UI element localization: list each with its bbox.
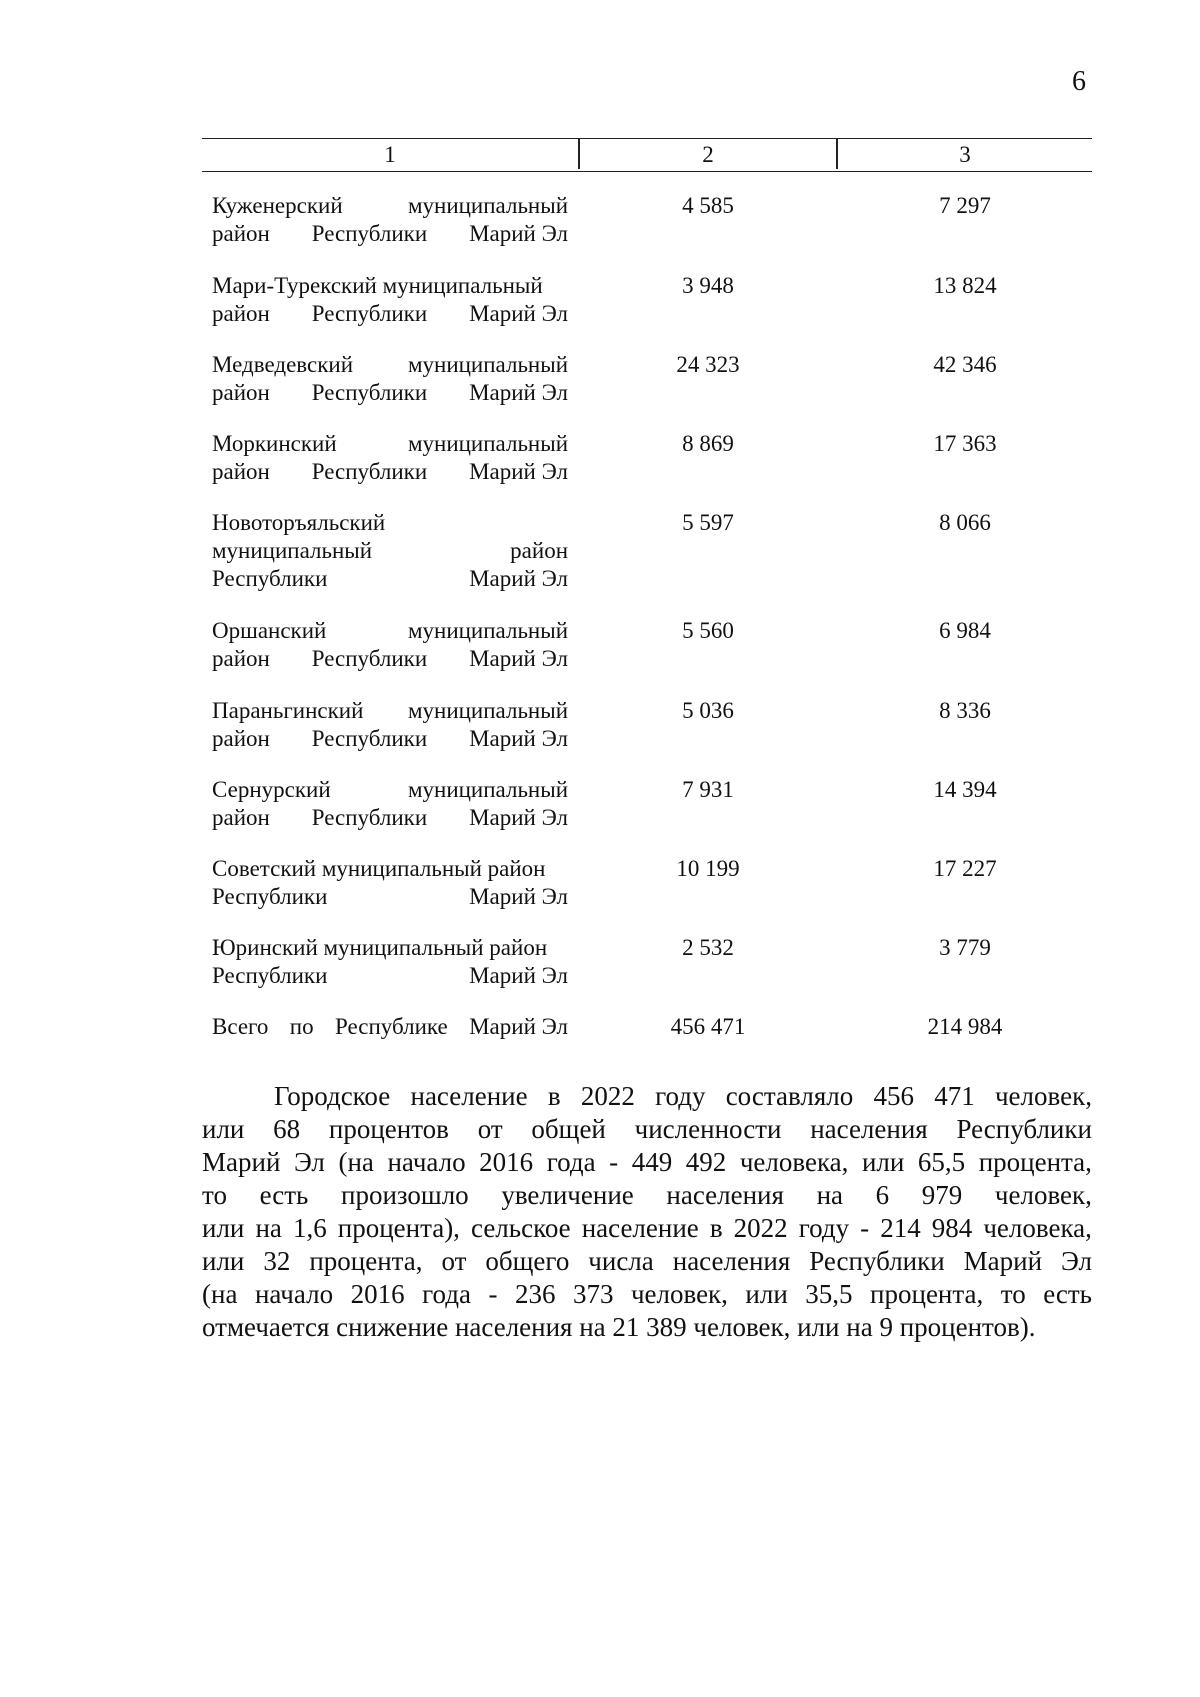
district-name-line — [212, 725, 568, 753]
header-cell-2: 2 — [702, 142, 714, 167]
value-col-2: 4 585 — [682, 193, 734, 218]
district-name-word: Республики — [212, 566, 328, 591]
district-name-word: Республики — [311, 726, 428, 751]
district-name-word: Юринский муниципальный район — [212, 935, 548, 960]
paragraph-line: Городское население в 2022 году составляло 456 471 человек, — [274, 1081, 1092, 1111]
district-name-word: муниципальный — [407, 352, 568, 377]
district-name-word: Республики — [311, 459, 428, 484]
district-name-word: район — [212, 301, 270, 326]
paragraph-line: отмечается снижение населения на 21 389 человек, или на 9 процентов). — [202, 1312, 1036, 1342]
district-name-word: Параньгинский — [212, 698, 364, 723]
district-name-word: Марий Эл — [469, 805, 568, 830]
district-name-word: муниципальный — [407, 698, 568, 723]
district-name-line — [212, 804, 568, 832]
district-name-line — [212, 962, 568, 990]
district-name-line — [212, 934, 568, 962]
district-name — [212, 617, 568, 673]
population-table — [202, 138, 1092, 1039]
value-col-3: 6 984 — [939, 618, 991, 643]
district-name — [212, 430, 568, 486]
header-cell-1: 1 — [384, 142, 396, 167]
district-name-line — [212, 220, 568, 248]
district-name-word: Республике — [335, 1014, 448, 1039]
district-name-word: Оршанский — [212, 618, 327, 643]
district-name-line — [212, 272, 568, 300]
district-name-word: район — [212, 726, 270, 751]
header-cell-3: 3 — [959, 142, 971, 167]
value-col-2: 5 036 — [682, 698, 734, 723]
district-name-word: Республики — [311, 805, 428, 830]
value-col-3: 42 346 — [933, 352, 997, 377]
district-name-word: муниципальный — [407, 431, 568, 456]
district-name-word: Республики — [311, 221, 428, 246]
value-col-2: 10 199 — [676, 856, 740, 881]
district-name-word: Мари-Турекский муниципальный — [212, 273, 543, 298]
district-name — [212, 934, 568, 990]
district-name-word: Марий Эл — [469, 221, 568, 246]
district-name-line — [212, 351, 568, 379]
district-name-word: муниципальный — [407, 777, 568, 802]
paragraph-line: или 68 процентов от общей численности населения Республики — [202, 1114, 1092, 1144]
district-name — [212, 272, 568, 328]
district-name-word: Республики — [311, 301, 428, 326]
district-name — [212, 855, 568, 911]
district-name-word: Республики — [311, 380, 428, 405]
district-name-word: Марий Эл — [469, 1014, 568, 1039]
page-number: 6 — [1072, 66, 1086, 97]
district-name-line — [212, 645, 568, 673]
district-name — [212, 192, 568, 248]
district-name-line — [212, 379, 568, 407]
district-name-word: Медведевский — [212, 352, 354, 377]
value-col-3: 7 297 — [939, 193, 991, 218]
value-col-2: 7 931 — [682, 777, 734, 802]
paragraph-line: то есть произошло увеличение населения на 6 979 человек, — [202, 1180, 1092, 1210]
paragraph-line: (на начало 2016 года - 236 373 человек, или 35,5 процента, то есть — [202, 1279, 1092, 1309]
summary-paragraph — [202, 1080, 1092, 1344]
district-name — [212, 351, 568, 407]
district-name-word: Советский муниципальный район — [212, 856, 546, 881]
district-name-word: район — [212, 459, 270, 484]
value-col-3: 8 066 — [939, 510, 991, 535]
district-name-word: Марий Эл — [469, 726, 568, 751]
district-name-line — [212, 430, 568, 458]
district-name-word: муниципальный — [407, 618, 568, 643]
district-name — [212, 697, 568, 753]
district-name-word: Марий Эл — [469, 884, 568, 909]
value-col-2: 5 560 — [682, 618, 734, 643]
value-col-2: 3 948 — [682, 273, 734, 298]
district-name-line — [212, 855, 568, 883]
district-name-line — [212, 509, 568, 537]
value-col-2: 5 597 — [682, 510, 734, 535]
district-name-line — [212, 458, 568, 486]
district-name-line — [212, 1013, 568, 1041]
value-col-2: 8 869 — [682, 431, 734, 456]
district-name-line — [212, 300, 568, 328]
value-col-3: 17 363 — [933, 431, 997, 456]
paragraph-line: или 32 процента, от общего числа населения Республики Марий Эл — [202, 1246, 1092, 1276]
district-name-word: район — [510, 538, 568, 563]
district-name-word: Республики — [212, 884, 328, 909]
district-name-line — [212, 537, 568, 565]
district-name-line — [212, 883, 568, 911]
district-name-line — [212, 617, 568, 645]
district-name-word: район — [212, 221, 270, 246]
value-col-2: 2 532 — [682, 935, 734, 960]
district-name-word: Республики — [311, 646, 428, 671]
district-name-line — [212, 565, 568, 593]
district-name — [212, 509, 568, 593]
district-name-word: район — [212, 646, 270, 671]
district-name — [212, 776, 568, 832]
district-name-word: Марий Эл — [469, 301, 568, 326]
district-name-word: Марий Эл — [469, 566, 568, 591]
value-col-3: 3 779 — [939, 935, 991, 960]
value-col-3: 17 227 — [933, 856, 997, 881]
value-col-3: 14 394 — [933, 777, 997, 802]
value-col-3: 214 984 — [927, 1014, 1003, 1039]
district-name-word: Куженерский — [212, 193, 343, 218]
value-col-2: 24 323 — [676, 352, 740, 377]
district-name-word: муниципальный — [407, 193, 568, 218]
district-name-word: Марий Эл — [469, 459, 568, 484]
district-name-line — [212, 697, 568, 725]
value-col-3: 13 824 — [933, 273, 997, 298]
district-name-word: Республики — [212, 963, 328, 988]
district-name-word: муниципальный — [212, 538, 373, 563]
district-name-word: Марий Эл — [469, 963, 568, 988]
district-name-line — [212, 192, 568, 220]
district-name-word: Моркинский — [212, 431, 337, 456]
district-name-word: Марий Эл — [469, 646, 568, 671]
district-name — [212, 1013, 568, 1041]
district-name-word: район — [212, 380, 270, 405]
district-name-word: район — [212, 805, 270, 830]
value-col-3: 8 336 — [939, 698, 991, 723]
paragraph-line: или на 1,6 процента), сельское население в 2022 году - 214 984 человека, — [202, 1213, 1092, 1243]
paragraph-line: Марий Эл (на начало 2016 года - 449 492 человека, или 65,5 процента, — [202, 1147, 1092, 1177]
district-name-word: Новоторъяльский — [212, 510, 386, 535]
district-name-line — [212, 776, 568, 804]
district-name-word: по — [289, 1014, 314, 1039]
table-header-row — [202, 138, 1092, 172]
district-name-word: Сернурский — [212, 777, 331, 802]
district-name-word: Всего — [212, 1014, 269, 1039]
district-name-word: Марий Эл — [469, 380, 568, 405]
value-col-2: 456 471 — [670, 1014, 746, 1039]
